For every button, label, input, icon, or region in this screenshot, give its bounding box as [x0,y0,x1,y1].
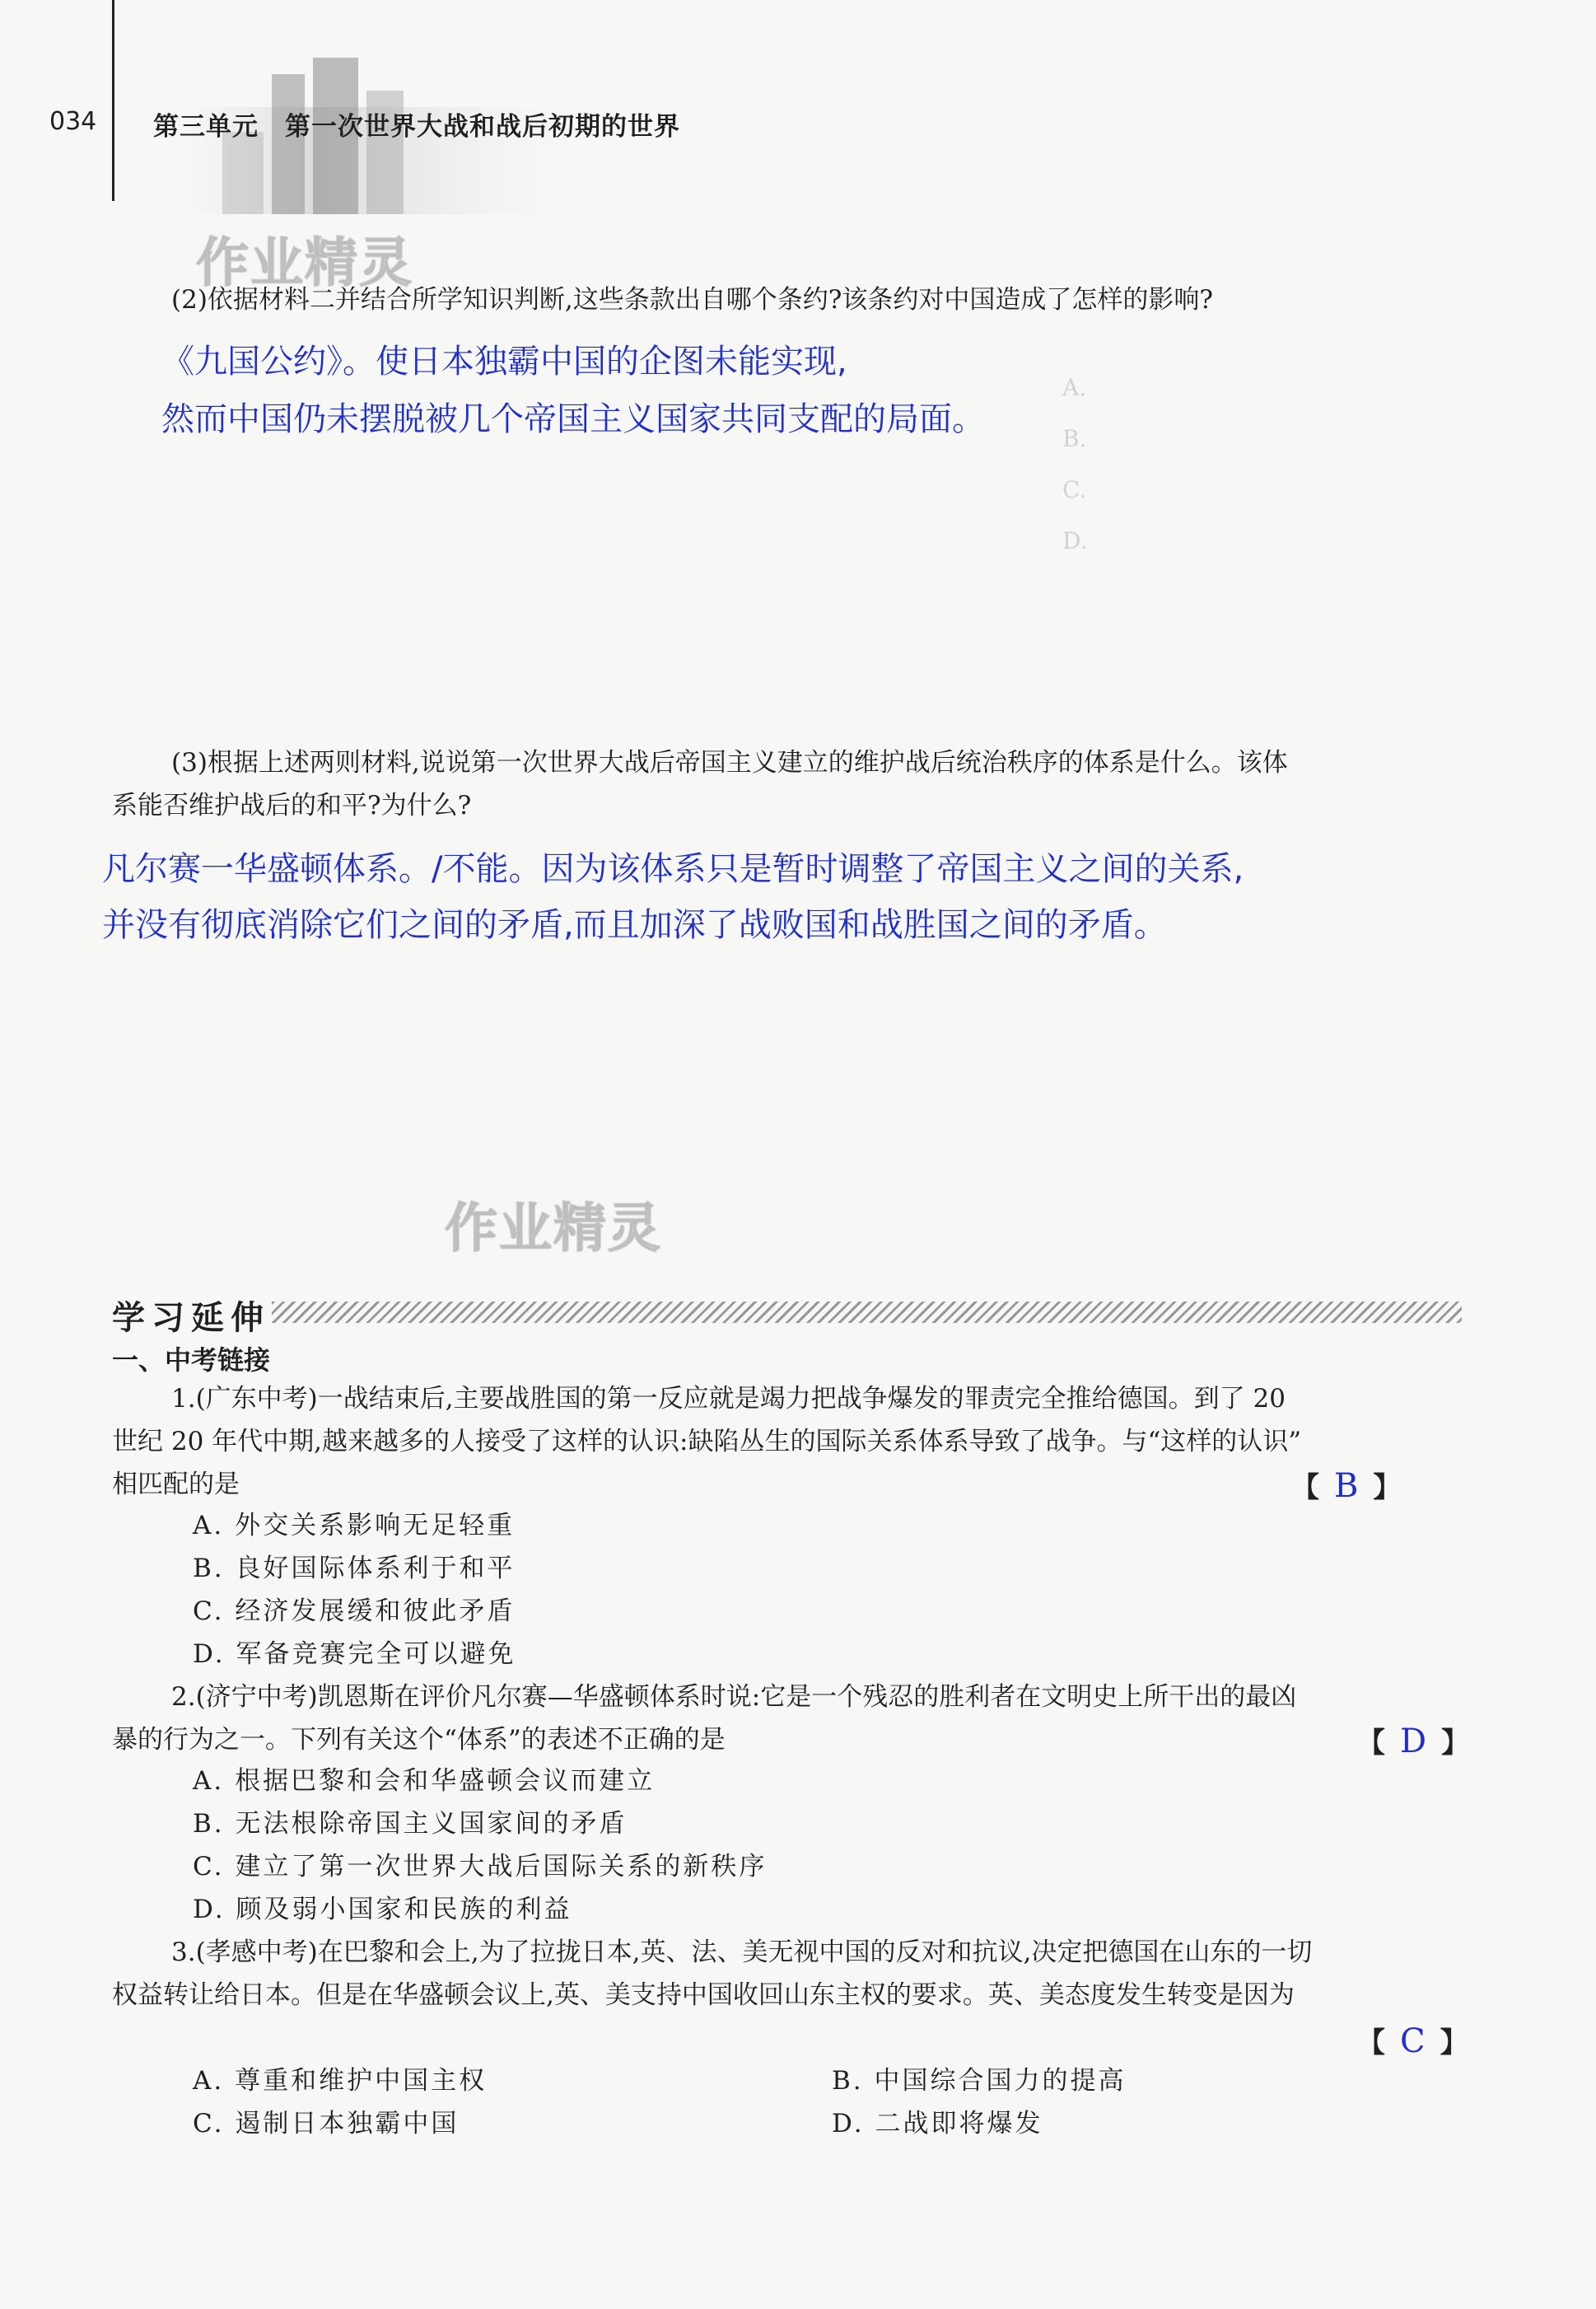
bracket-close: 】 [1373,1471,1402,1504]
bracket-close: 】 [1441,1727,1470,1760]
mcq-2-answer: D [1400,1722,1427,1760]
mcq-2-option-d: D. 顾及弱小国家和民族的利益 [193,1895,572,1924]
mcq-1-answer: B [1334,1467,1359,1505]
mcq-3-stem-line-2: 权益转让给日本。但是在华盛顿会议上,英、美支持中国收回山东主权的要求。英、美态度发生转变是因为 [112,1980,1295,2010]
question-3-answer-line-1: 凡尔赛一华盛顿体系。/不能。因为该体系只是暂时调整了帝国主义之间的关系, [102,850,1244,888]
section-subheading: 一、中考链接 [112,1344,271,1376]
mcq-1-option-b: B. 良好国际体系利于和平 [193,1554,516,1583]
mcq-3-answer-bracket [1357,2020,1468,2060]
section-title: 学习延伸 [112,1299,270,1337]
unit-title: 第三单元 第一次世界大战和战后初期的世界 [153,112,680,142]
mcq-3-option-c: C. 遏制日本独霸中国 [193,2109,460,2138]
question-3-prompt-line-1: (3)根据上述两则材料,说说第一次世界大战后帝国主义建立的维护战后统治秩序的体系是什么。该体 [171,748,1288,778]
mcq-1-option-c: C. 经济发展缓和彼此矛盾 [193,1596,516,1626]
bracket-close: 】 [1440,2026,1468,2059]
mcq-3-option-b: B. 中国综合国力的提高 [832,2066,1127,2096]
mcq-3-option-a: A. 尊重和维护中国主权 [193,2066,488,2096]
mcq-1-answer-bracket [1291,1465,1401,1505]
page-number: 034 [49,107,97,136]
mcq-2-option-c: C. 建立了第一次世界大战后国际关系的新秩序 [193,1852,768,1881]
mcq-1-stem-line-2: 世纪 20 年代中期,越来越多的人接受了这样的认识:缺陷丛生的国际关系体系导致了战争。与“这样的认识” [112,1427,1302,1456]
mcq-1-stem-line-3: 相匹配的是 [112,1470,240,1499]
bleed-through-text: A. B. C. D. [1062,374,1203,554]
mcq-2-stem-line-2: 暴的行为之一。下列有关这个“体系”的表述不正确的是 [112,1725,726,1755]
mcq-3-stem-line-1: 3.(孝感中考)在巴黎和会上,为了拉拢日本,英、法、美无视中国的反对和抗议,决定把德国在山东的一切 [171,1937,1313,1967]
question-2-prompt: (2)依据材料二并结合所学知识判断,这些条款出自哪个条约?该条约对中国造成了怎样的影响? [171,285,1214,315]
watermark-middle: 作业精灵 [445,1199,662,1260]
section-divider [272,1302,1462,1323]
question-3-answer-line-2: 并没有彻底消除它们之间的矛盾,而且加深了战败国和战胜国之间的矛盾。 [102,906,1167,944]
mcq-1-option-a: A. 外交关系影响无足轻重 [193,1511,516,1540]
mcq-2-option-a: A. 根据巴黎和会和华盛顿会议而建立 [193,1766,656,1796]
bracket-open: 【 [1357,1727,1385,1760]
mcq-2-answer-bracket [1357,1720,1469,1760]
question-3-prompt-line-2: 系能否维护战后的和平?为什么? [112,791,472,820]
header-rule [112,0,114,201]
question-2-answer-line-1: 《九国公约》。使日本独霸中国的企图未能实现, [161,343,847,381]
mcq-3-option-d: D. 二战即将爆发 [832,2109,1043,2138]
mcq-1-stem-line-1: 1.(广东中考)一战结束后,主要战胜国的第一反应就是竭力把战争爆发的罪责完全推给德国。到了 20 [171,1384,1286,1414]
bracket-open: 【 [1357,2026,1385,2059]
watermark-top: 作业精灵 [196,233,413,294]
question-2-answer-line-2: 然而中国仍未摆脱被几个帝国主义国家共同支配的局面。 [161,400,985,438]
bracket-open: 【 [1291,1471,1319,1504]
mcq-2-option-b: B. 无法根除帝国主义国家间的矛盾 [193,1809,628,1839]
mcq-3-answer: C [1400,2022,1426,2060]
mcq-2-stem-line-1: 2.(济宁中考)凯恩斯在评价凡尔赛—华盛顿体系时说:它是一个残忍的胜利者在文明史上所干出的最凶 [171,1682,1297,1712]
mcq-1-option-d: D. 军备竞赛完全可以避免 [193,1639,516,1669]
